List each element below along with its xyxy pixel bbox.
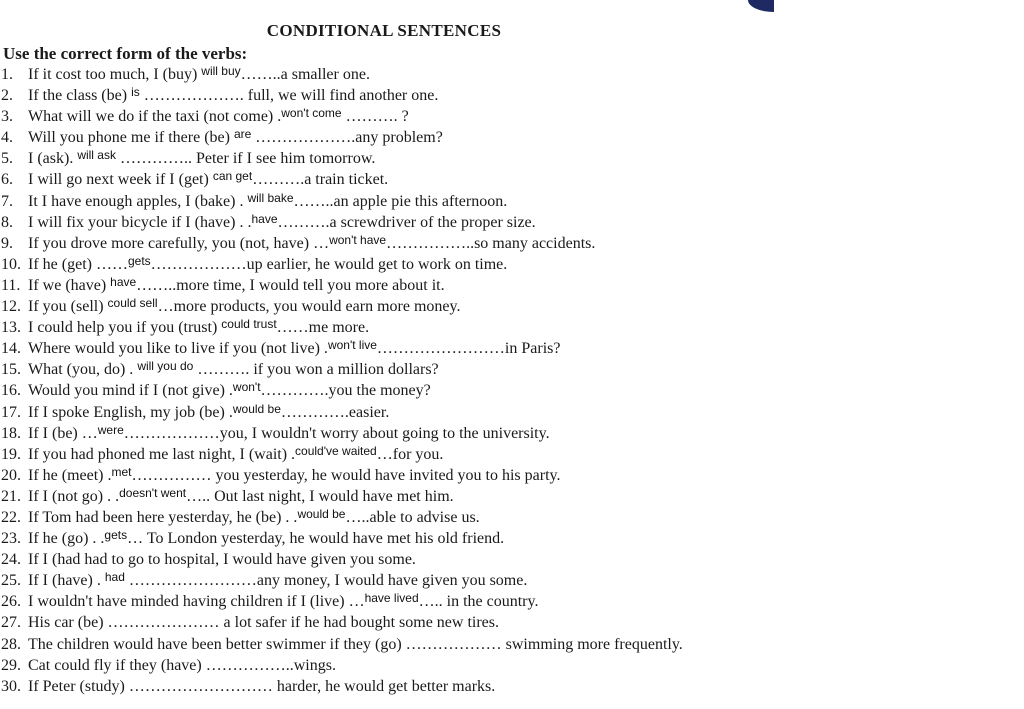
exercise-item <box>0 465 790 486</box>
item-number: 26. <box>1 593 21 611</box>
item-number: 17. <box>1 403 21 421</box>
exercise-item <box>0 212 790 233</box>
item-number: 30. <box>1 677 21 695</box>
handwritten-answer: can get <box>212 169 253 184</box>
item-text-after: ……me more. <box>276 319 370 337</box>
item-number: 19. <box>1 445 21 463</box>
exercise-item <box>0 444 790 465</box>
item-number: 9. <box>1 234 13 252</box>
item-text-before: Will you phone me if there (be) <box>28 129 234 147</box>
exercise-item <box>0 148 790 169</box>
handwritten-answer: are <box>233 127 252 142</box>
item-text-before: If the class (be) <box>28 87 132 105</box>
item-text-after: ……………………in Paris? <box>376 340 561 358</box>
item-number: 5. <box>1 150 13 168</box>
item-text-before: What (you, do) . <box>28 361 138 379</box>
item-text-before: Where would you like to live if you (not live) . <box>28 340 328 358</box>
handwritten-answer: would be <box>232 401 281 416</box>
item-number: 24. <box>1 551 21 569</box>
handwritten-answer: will bake <box>247 190 294 205</box>
item-text-before: If he (go) . . <box>28 530 105 548</box>
item-text-after: ….. in the country. <box>418 593 539 611</box>
item-text-after: ………….. Peter if I see him tomorrow. <box>115 150 376 168</box>
handwritten-answer: could've waited <box>295 443 377 458</box>
item-number: 7. <box>1 192 13 210</box>
item-text-after: ……………………any money, I would have given you some. <box>124 572 528 590</box>
item-number: 27. <box>1 614 21 632</box>
item-number: 13. <box>1 319 21 337</box>
item-text-before: Would you mind if I (not give) . <box>28 382 233 400</box>
item-text-after: ……….a screwdriver of the proper size. <box>277 213 536 231</box>
handwritten-answer: is <box>131 85 140 100</box>
handwritten-answer: doesn't went <box>119 485 187 500</box>
exercise-item <box>0 549 790 570</box>
handwritten-answer: could trust <box>221 317 277 332</box>
exercise-item <box>0 169 790 190</box>
item-number: 4. <box>1 129 13 147</box>
item-text-after: ……..more time, I would tell you more about it. <box>136 276 445 294</box>
item-number: 21. <box>1 487 21 505</box>
handwritten-answer: won't have <box>329 232 387 247</box>
handwritten-answer: have <box>251 211 278 226</box>
handwritten-answer: will you do <box>137 359 194 374</box>
item-number: 20. <box>1 466 21 484</box>
exercise-item <box>0 127 790 148</box>
item-number: 11. <box>1 276 21 294</box>
item-text-before: If it cost too much, I (buy) <box>28 66 202 83</box>
item-number: 10. <box>1 255 21 273</box>
exercise-item <box>0 591 790 612</box>
item-number: 3. <box>1 108 13 126</box>
item-number: 8. <box>1 213 13 231</box>
item-text-after: …for you. <box>376 445 444 463</box>
page-title: CONDITIONAL SENTENCES <box>266 21 502 40</box>
exercise-list <box>0 64 790 697</box>
item-text-before: It I have enough apples, I (bake) . <box>28 192 248 210</box>
exercise-item <box>0 676 790 697</box>
item-text-before: If we (have) <box>28 276 111 294</box>
instruction: Use the correct form of the verbs: <box>3 44 248 63</box>
item-text-after: ….. Out last night, I would have met him. <box>186 487 454 505</box>
item-text-before: Cat could fly if they (have) ……………..wings. <box>28 656 336 674</box>
exercise-item <box>0 612 790 633</box>
item-number: 18. <box>1 424 21 442</box>
exercise-item <box>0 317 790 338</box>
item-text-after: ………………you, I wouldn't worry about going to the university. <box>123 424 550 442</box>
exercise-item <box>0 528 790 549</box>
item-number: 28. <box>1 635 21 653</box>
exercise-item <box>0 380 790 401</box>
item-text-before: If Peter (study) ……………………… harder, he would get better marks. <box>28 677 496 695</box>
handwritten-answer: were <box>97 422 124 437</box>
item-text-before: The children would have been better swimmer if they (go) ……………… swimming more frequently. <box>28 635 683 653</box>
handwritten-answer: will buy <box>201 64 241 78</box>
item-text-before: If I (had had to go to hospital, I would have given you some. <box>28 551 416 569</box>
handwritten-answer: would be <box>297 506 346 521</box>
handwritten-answer: won't <box>232 380 261 395</box>
exercise-item <box>0 191 790 212</box>
item-text-before: I will fix your bicycle if I (have) . . <box>28 213 252 231</box>
item-text-before: I wouldn't have minded having children if I (live) … <box>28 593 365 611</box>
item-text-after: ………….easier. <box>280 403 390 421</box>
item-text-after: ……..an apple pie this afternoon. <box>293 192 508 210</box>
handwritten-answer: have <box>110 274 137 289</box>
handwritten-answer: gets <box>104 528 128 543</box>
item-text-before: If you (sell) <box>28 298 108 316</box>
handwritten-answer: have lived <box>364 591 419 606</box>
item-text-before: His car (be) ………………… a lot safer if he had bought some new tires. <box>28 614 499 632</box>
exercise-item <box>0 507 790 528</box>
corner-decoration <box>748 0 774 12</box>
handwritten-answer: had <box>104 570 125 585</box>
exercise-item <box>0 423 790 444</box>
item-text-after: ……..a smaller one. <box>240 66 370 83</box>
item-text-after: … To London yesterday, he would have met his old friend. <box>127 530 505 548</box>
item-text-before: If Tom had been here yesterday, he (be) . . <box>28 508 298 526</box>
item-number: 16. <box>1 382 21 400</box>
item-number: 15. <box>1 361 21 379</box>
exercise-item <box>0 634 790 655</box>
handwritten-answer: met <box>111 464 132 479</box>
handwritten-answer: could sell <box>107 296 158 311</box>
item-number: 22. <box>1 508 21 526</box>
item-text-after: ………………up earlier, he would get to work on time. <box>150 255 508 273</box>
item-text-after: ……….a train ticket. <box>252 171 389 189</box>
item-text-after: …..able to advise us. <box>345 508 480 526</box>
item-text-after: ………….you the money? <box>260 382 431 400</box>
item-number: 14. <box>1 340 21 358</box>
exercise-item <box>0 106 790 127</box>
item-text-before: What will we do if the taxi (not come) . <box>28 108 282 126</box>
item-number: 29. <box>1 656 21 674</box>
item-text-after: ………. ? <box>341 108 409 126</box>
item-text-after: ………………. full, we will find another one. <box>139 87 439 105</box>
item-number: 2. <box>1 87 13 105</box>
item-number: 6. <box>1 171 13 189</box>
handwritten-answer: gets <box>127 253 151 268</box>
exercise-item <box>0 233 790 254</box>
item-text-after: ……………..so many accidents. <box>386 234 596 252</box>
item-number: 25. <box>1 572 21 590</box>
item-text-before: If you drove more carefully, you (not, have) … <box>28 234 330 252</box>
item-text-after: …more products, you would earn more money. <box>157 298 461 316</box>
exercise-item <box>0 338 790 359</box>
item-text-before: I (ask). <box>28 150 78 168</box>
exercise-item <box>0 359 790 380</box>
exercise-item <box>0 275 790 296</box>
item-text-after: …………… you yesterday, he would have invited you to his party. <box>131 466 561 484</box>
item-text-before: If I (not go) . . <box>28 487 120 505</box>
item-number: 12. <box>1 298 21 316</box>
item-text-before: If he (meet) . <box>28 466 112 484</box>
handwritten-answer: will ask <box>77 148 116 163</box>
exercise-item <box>0 486 790 507</box>
item-text-after: ………. if you won a million dollars? <box>193 361 439 379</box>
exercise-item <box>0 296 790 317</box>
item-text-before: If I (have) . <box>28 572 105 590</box>
item-number: 1. <box>1 66 13 83</box>
exercise-item <box>0 402 790 423</box>
exercise-item <box>0 64 790 85</box>
item-number: 23. <box>1 530 21 548</box>
item-text-before: If he (get) …… <box>28 255 128 273</box>
exercise-item <box>0 655 790 676</box>
item-text-before: If you had phoned me last night, I (wait) . <box>28 445 296 463</box>
item-text-before: If I (be) … <box>28 424 98 442</box>
exercise-item <box>0 85 790 106</box>
item-text-before: I could help you if you (trust) <box>28 319 222 337</box>
exercise-item <box>0 570 790 591</box>
handwritten-answer: won't come <box>281 106 342 121</box>
item-text-before: I will go next week if I (get) <box>28 171 213 189</box>
exercise-item <box>0 254 790 275</box>
item-text-before: If I spoke English, my job (be) . <box>28 403 233 421</box>
handwritten-answer: won't live <box>327 338 377 353</box>
item-text-after: ……………….any problem? <box>251 129 443 147</box>
